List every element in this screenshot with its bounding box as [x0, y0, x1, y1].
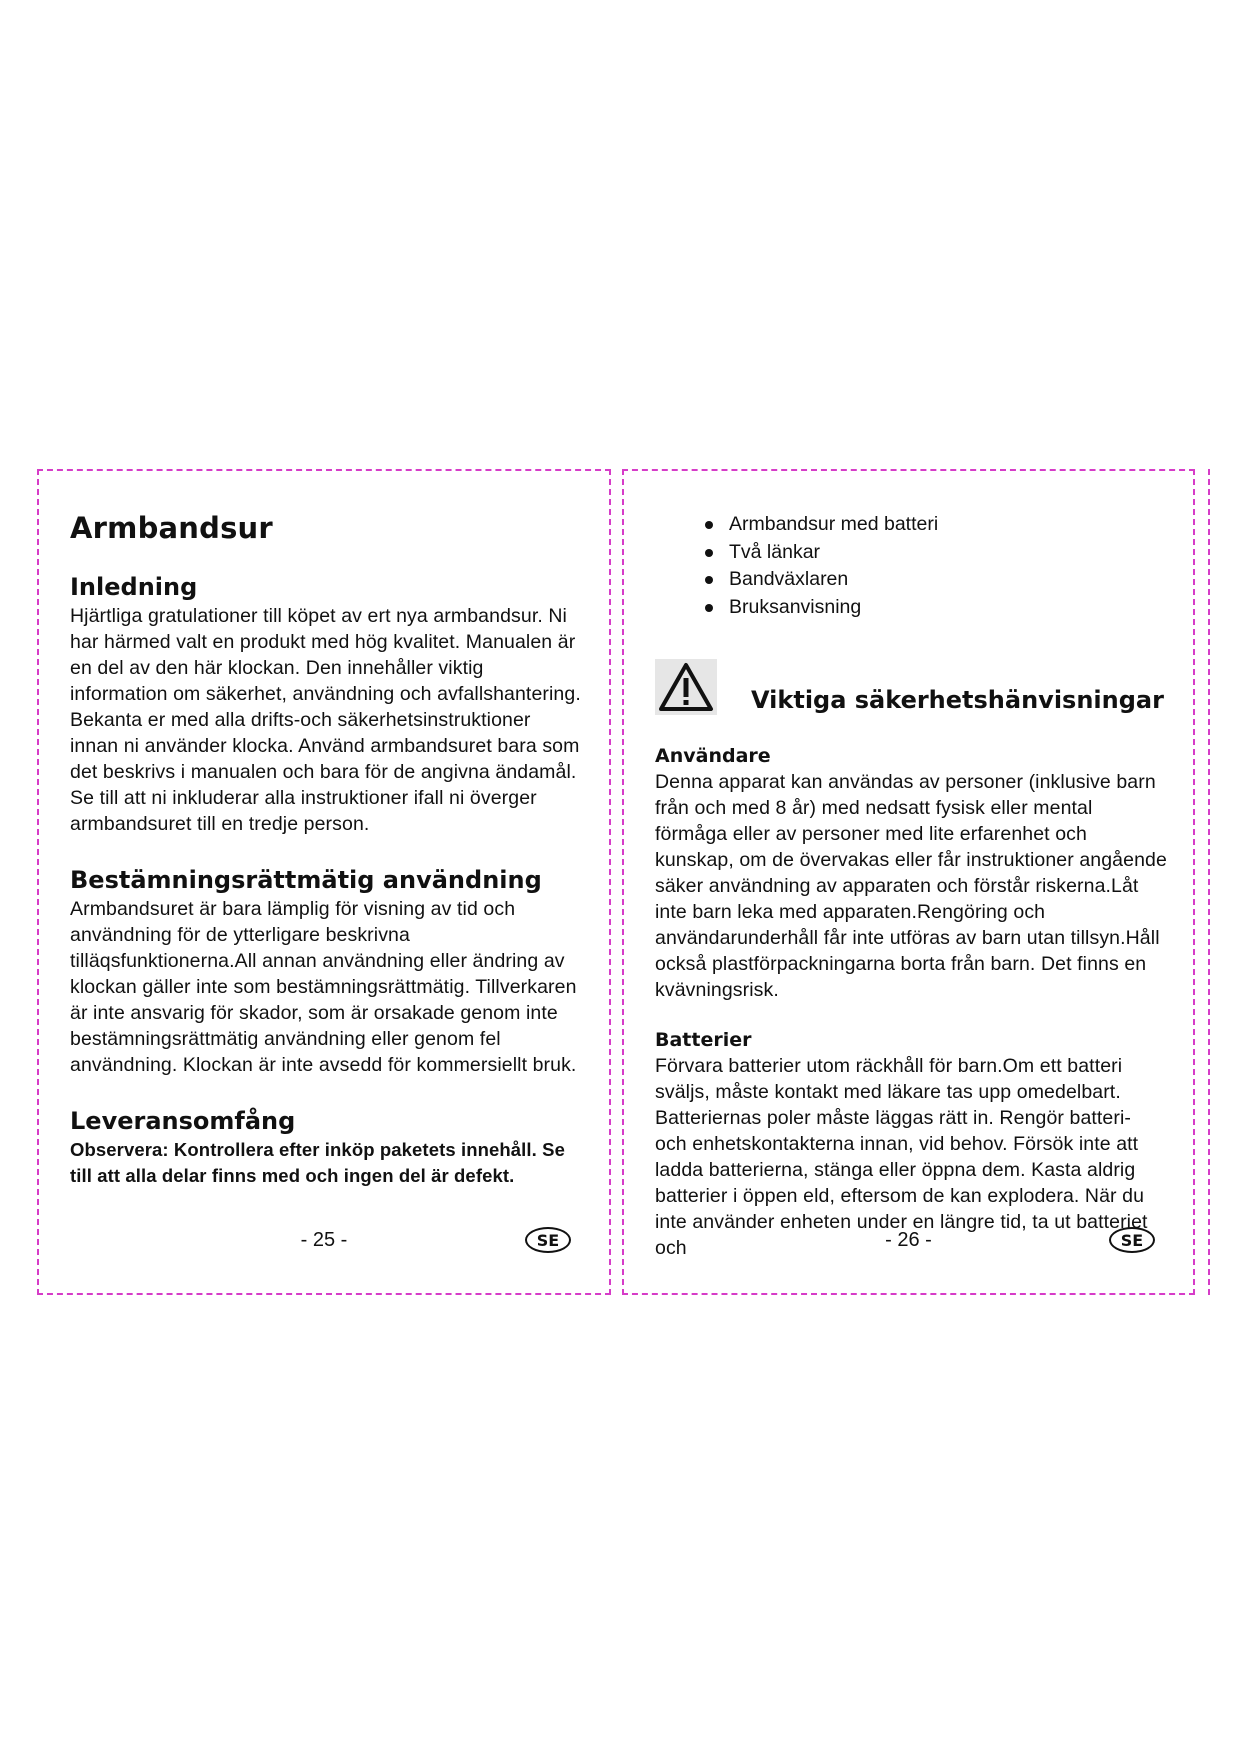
manual-page-26	[622, 469, 1195, 1295]
page-26-content	[655, 511, 1167, 1261]
list-item-label: Bruksanvisning	[729, 595, 862, 618]
language-badge: SE	[1109, 1227, 1155, 1253]
next-page-edge-divider	[1208, 469, 1210, 1295]
warning-triangle-icon	[655, 659, 717, 715]
page-25-content	[70, 511, 583, 1189]
page-number: - 25 -	[300, 1229, 348, 1251]
language-badge: SE	[525, 1227, 571, 1253]
document-title: Armbandsur	[70, 511, 273, 545]
list-item-label: Bandväxlaren	[729, 568, 849, 590]
page-26-footer	[624, 1227, 1193, 1257]
users-paragraph: Denna apparat kan användas av personer (inklusive barn från och med 8 år) med nedsatt fysisk eller mental förmåga eller av personer med lite erfarenhet och kunskap, om de övervakas eller får instruktioner angående säker användning av apparaten och förstår riskerna.Låt inte barn leka med apparaten.Rengöring och användarunderhåll får inte utföras av barn utan tillsyn.Håll också plastförpackningarna borta från barn. Det finns en kvävningsrisk.	[655, 771, 1167, 1001]
section-heading-intended-use: Bestämningsrättmätig användning	[70, 866, 542, 894]
list-item	[705, 566, 1167, 594]
page-25-footer	[39, 1227, 609, 1257]
safety-instructions-heading: Viktiga säkerhetshänvisningar	[751, 686, 1164, 714]
list-item	[705, 539, 1167, 567]
inledning-paragraph-1: Hjärtliga gratulationer till köpet av ert nya armbandsur. Ni har härmed valt en produkt med hög kvalitet. Manualen är en del av den här klockan. Den innehåller viktig information om säkerhet, användning och avfallshantering. Bekanta er med alla drifts-och säkerhetsinstruktioner innan ni använder klocka. Använd armbandsuret bara som det beskrivs i manualen och bara för de angivna ändamål.	[70, 605, 581, 783]
manual-page-25	[37, 469, 611, 1295]
bullet-icon	[705, 549, 713, 557]
bullet-icon	[705, 576, 713, 584]
bullet-icon	[705, 604, 713, 612]
batteries-paragraph: Förvara batterier utom räckhåll för barn.Om ett batteri sväljs, måste kontakt med läkare tas upp omedelbart. Batteriernas poler måste läggas rätt in. Rengör batteri- och enhetskontakterna innan, vid behov. Försök inte att ladda batterierna, stänga eller öppna dem. Kasta aldrig batterier i öppen eld, eftersom de kan explodera. När du inte använder enheten under en längre tid, ta ut batteriet och	[655, 1055, 1148, 1259]
section-heading-inledning: Inledning	[70, 573, 198, 601]
list-item	[705, 594, 1167, 622]
subsection-heading-users: Användare	[655, 745, 771, 767]
list-item-label: Två länkar	[729, 540, 821, 563]
page-number: - 26 -	[885, 1229, 932, 1251]
safety-heading-row	[655, 659, 1167, 715]
list-item	[705, 511, 1167, 539]
section-heading-scope-of-delivery: Leveransomfång	[70, 1107, 296, 1135]
scope-of-delivery-paragraph: Observera: Kontrollera efter inköp paketets innehåll. Se till att alla delar finns med och ingen del är defekt.	[70, 1139, 565, 1186]
delivery-contents-list	[655, 511, 1167, 621]
bullet-icon	[705, 521, 713, 529]
list-item-label: Armbandsur med batteri	[729, 513, 939, 535]
subsection-heading-batteries: Batterier	[655, 1029, 752, 1051]
intended-use-paragraph: Armbandsuret är bara lämplig för visning av tid och användning för de ytterligare beskrivna tilläqsfunktionerna.All annan användning eller ändring av klockan gäller inte som bestämningsrättmätig. Tillverkaren är inte ansvarig för skador, som är orsakade genom inte bestämningsrättmätig användning eller genom fel användning. Klockan är inte avsedd för kommersiellt bruk.	[70, 898, 577, 1076]
inledning-paragraph-2: Se till att ni inkluderar alla instruktioner ifall ni överger armbandsuret till en tredje person.	[70, 787, 537, 835]
